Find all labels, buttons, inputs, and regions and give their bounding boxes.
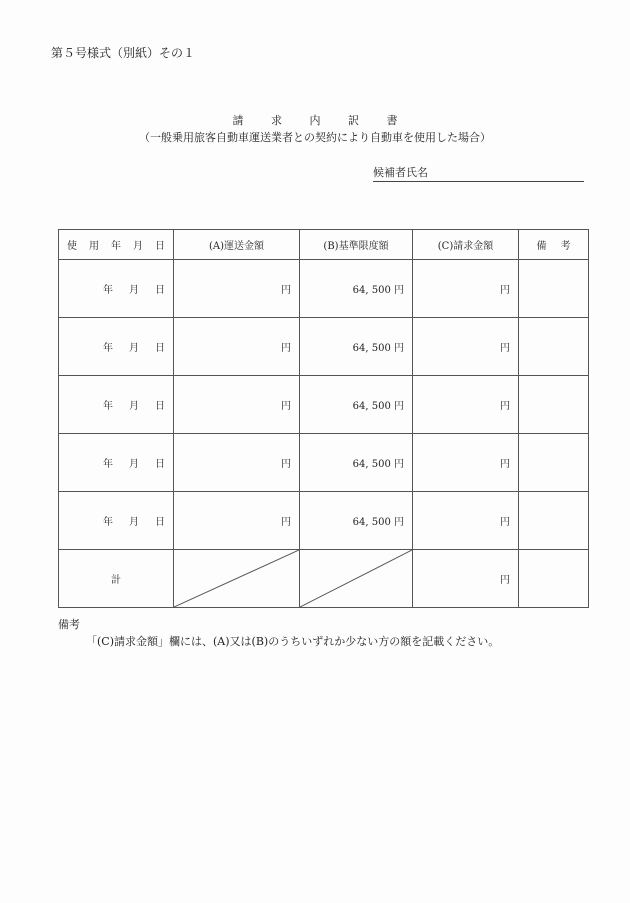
claim-amount-cell[interactable]: 円 — [413, 260, 519, 318]
header-remarks — [519, 230, 589, 260]
header-char: 年 — [111, 241, 121, 252]
usage-date-cell[interactable]: 年 月 日 — [59, 434, 174, 492]
standard-limit-cell: 64, 500 円 — [300, 492, 413, 550]
claim-amount-cell[interactable]: 円 — [413, 376, 519, 434]
crossed-out-cell — [174, 550, 300, 608]
candidate-name-field[interactable] — [373, 164, 584, 182]
notes-body: 「(C)請求金額」欄には、(A)又は(B)のうちいずれか少ない方の額を記載ください。 — [86, 635, 500, 648]
title-char: 請 — [232, 114, 244, 127]
candidate-name-label: 候補者氏名 — [373, 166, 428, 179]
claim-amount-cell[interactable]: 円 — [413, 318, 519, 376]
title-char: 訳 — [348, 114, 359, 127]
diagonal-line — [300, 550, 412, 607]
table-row — [59, 492, 589, 550]
header-char: 備 — [536, 241, 547, 252]
table-row — [59, 318, 589, 376]
standard-limit-cell: 64, 500 円 — [300, 376, 413, 434]
title-char: 内 — [309, 114, 321, 127]
usage-date-cell[interactable]: 年 月 日 — [59, 492, 174, 550]
usage-date-cell[interactable]: 年 月 日 — [59, 260, 174, 318]
document-subtitle: （一般乗用旅客自動車運送業者との契約により自動車を使用した場合） — [139, 131, 491, 144]
remarks-cell[interactable] — [519, 260, 589, 318]
transport-amount-cell[interactable]: 円 — [174, 492, 300, 550]
header-standard-limit: (B)基準限度額 — [300, 230, 413, 260]
remarks-cell[interactable] — [519, 492, 589, 550]
usage-date-cell[interactable]: 年 月 日 — [59, 318, 174, 376]
header-char: 日 — [155, 241, 165, 252]
transport-amount-cell[interactable]: 円 — [174, 260, 300, 318]
header-char: 用 — [89, 241, 99, 252]
diagonal-line — [174, 550, 299, 607]
remarks-cell[interactable] — [519, 318, 589, 376]
crossed-out-cell — [300, 550, 413, 608]
table-row — [59, 376, 589, 434]
remarks-cell[interactable] — [519, 376, 589, 434]
header-transport-amount: (A)運送金額 — [174, 230, 300, 260]
remarks-cell[interactable] — [519, 434, 589, 492]
title-char: 求 — [271, 114, 282, 127]
table-row — [59, 260, 589, 318]
transport-amount-cell[interactable]: 円 — [174, 376, 300, 434]
claim-amount-cell[interactable]: 円 — [413, 434, 519, 492]
table-header-row — [59, 230, 589, 260]
usage-date-cell[interactable]: 年 月 日 — [59, 376, 174, 434]
header-char: 使 — [67, 241, 77, 252]
standard-limit-cell: 64, 500 円 — [300, 260, 413, 318]
header-usage-date — [59, 230, 174, 260]
standard-limit-cell: 64, 500 円 — [300, 434, 413, 492]
form-number: 第５号様式（別紙）その１ — [51, 46, 196, 60]
total-claim-amount-cell[interactable]: 円 — [413, 550, 519, 608]
header-char: 月 — [133, 241, 143, 252]
transport-amount-cell[interactable]: 円 — [174, 434, 300, 492]
total-label: 計 — [59, 550, 174, 608]
header-char: 考 — [560, 241, 571, 252]
claim-breakdown-table — [58, 229, 589, 608]
header-claim-amount: (C)請求金額 — [413, 230, 519, 260]
claim-amount-cell[interactable]: 円 — [413, 492, 519, 550]
standard-limit-cell: 64, 500 円 — [300, 318, 413, 376]
notes-title: 備考 — [58, 618, 80, 631]
document-title — [0, 112, 630, 128]
total-remarks-cell[interactable] — [519, 550, 589, 608]
title-char: 書 — [386, 114, 398, 127]
total-row — [59, 550, 589, 608]
table-row — [59, 434, 589, 492]
transport-amount-cell[interactable]: 円 — [174, 318, 300, 376]
